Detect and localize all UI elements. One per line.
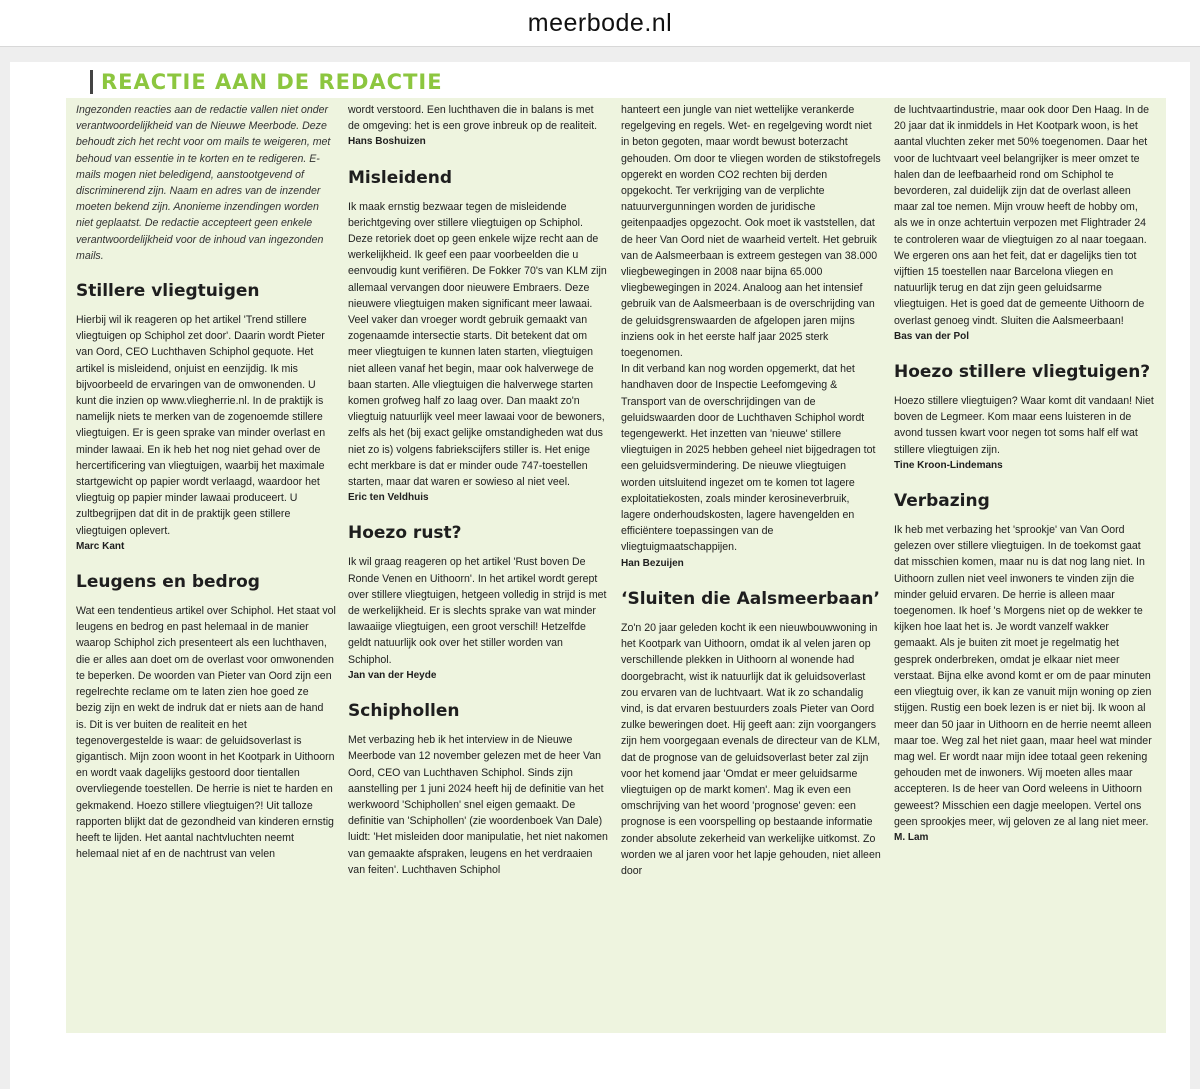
- article-headline: ‘Sluiten die Aalsmeerbaan’: [621, 588, 880, 609]
- article-author: Marc Kant: [76, 540, 125, 552]
- article-body: Met verbazing heb ik het interview in de Nieuwe Meerbode van 12 november gelezen met de heer Van Oord, CEO van Luchthaven Schiphol. Sinds zijn aanstelling per 1 juni 2024 heeft hij de definitie van het werkwoord 'Schiphollen' snel eigen gemaakt. De definitie van 'Schiphollen' (zie woordenboek Van Dale) luidt: 'Het misleiden door manipulatie, het niet nakomen van gemaakte afspraken, leugens en het verdraaien van feiten'. Luchthaven Schiphol: [348, 734, 608, 876]
- section-divider-bar: [90, 70, 93, 94]
- article-leugens-continued: [348, 102, 608, 151]
- article-author: Eric ten Veldhuis: [348, 492, 429, 504]
- column-2: [348, 102, 608, 878]
- article-author: Tine Kroon-Lindemans: [894, 459, 1003, 471]
- article-author: Bas van der Pol: [894, 330, 970, 342]
- article-headline: Hoezo stillere vliegtuigen?: [894, 362, 1151, 383]
- article-misleidend: [348, 167, 608, 507]
- article-hoezo-rust: [348, 522, 608, 684]
- letters-panel: [66, 98, 1166, 1033]
- article-body: Ik heb met verbazing het 'sprookje' van Van Oord gelezen over stillere vliegtuigen. In de toekomst gaat dat misschien komen, maar nu is dat nog lang niet. In Uithoorn zullen niet veel inwoners te vinden zijn die minder geluid ervaren. De herrie is alleen maar toegenomen. Ik hoef 's Morgens niet op de wekker te kijken hoe laat het is. Je wordt vanzelf wakker gemaakt. Als je buiten zit moet je regelmatig het gesprek onderbreken, omdat je elkaar niet meer verstaat. Bijna elke avond komt er om de paar minuten een vliegtuig over, ik kan ze vanuit mijn woning op zien stijgen. Rustig een boek lezen is er niet bij. Ik woon al meer dan 50 jaar in Uithoorn en de herrie neemt alleen maar toe. Weg zal het niet gaan, maar heel wat minder mag wel. Er wordt naar mijn idee totaal geen rekening gehouden met de inwoners. Wij moeten alles maar accepteren. Is de heer van Oord weleens in Uithoorn geweest? Misschien een dagje meelopen. Vertel ons geen sprookjes meer, wij geloven ze al lang niet meer.: [894, 524, 1152, 828]
- site-title[interactable]: meerbode.nl: [527, 8, 673, 37]
- article-headline: Misleidend: [348, 167, 453, 188]
- article-body-continued: hanteert een jungle van niet wettelijke verankerde regelgeving en regels. Wet- en regelgeving wordt niet in beton gegoten, maar wordt bewust boterzacht gehouden. Om door te vliegen worden de stikstofregels opgerekt en worden CO2 rechten bij derden opgekocht. Ter verkrijging van de verplichte natuurvergunningen worden de juridische geitenpaadjes opgezocht. Ook moet ik vaststellen, dat de heer Van Oord niet de waarheid vertelt. Het gebruik van de Aalsmeerbaan is extreem gestegen van 38.000 vliegbewegingen in 2008 naar bijna 65.000 vliegbewegingen in 2024. Analoog aan het intensief gebruik van de Aalsmeerbaan is de overschrijding van de geluidsgrenswaarden de afgelopen jaren mijns inziens ook in het eerste half jaar 2025 sterk toegenomen.: [621, 104, 881, 360]
- article-body-continued: de luchtvaartindustrie, maar ook door Den Haag. In de 20 jaar dat ik inmiddels in Het Kootpark woon, is het aantal vluchten zeker met 50% toegenomen. Daar het voor de luchtvaart veel belangrijker is meer omzet te halen dan de leefbaarheid rond om Schiphol te bevorderen, zal duidelijk zijn dat de overlast alleen maar zal toe nemen. Mijn vrouw heeft de hobby om, als we in onze achtertuin verpozen met Flightrader 24 te controleren waar de vliegtuigen zo al naar toegaan. We ergeren ons aan het feit, dat er dagelijks tien tot vijftien 15 toestellen naar Barcelona vliegen en natuurlijk terug en dat zijn geen geluidsarme vliegtuigen. Het is goed dat de gemeente Uithoorn de overlast genoeg vindt. Sluiten die Aalsmeerbaan!: [894, 104, 1149, 327]
- article-headline: Stillere vliegtuigen: [76, 281, 260, 302]
- article-stillere-vliegtuigen: [76, 280, 336, 555]
- article-headline: Hoezo rust?: [348, 523, 462, 544]
- column-1: [76, 102, 336, 862]
- section-header: [90, 68, 443, 96]
- column-3: [621, 102, 881, 879]
- article-body-continued: In dit verband kan nog worden opgemerkt, dat het handhaven door de Inspectie Leefomgeving & Transport van de overschrijdingen van de geluidswaarden door de Luchthaven Schiphol wordt tegengewerkt. Het inzetten van 'nieuwe' stillere vliegtuigen in 2025 hebben geheel niet bijgedragen tot een geluidsvermindering. De nieuwe vliegtuigen worden uitsluitend ingezet om te komen tot lagere exploitatiekosten, zoals minder kerosineverbruik, lagere onderhoudskosten, lagere havengelden en efficiëntere toepassingen van de vliegtuigmaatschappijen.: [621, 363, 876, 554]
- browser-address-bar[interactable]: [0, 0, 1200, 47]
- article-body: Wat een tendentieus artikel over Schiphol. Het staat vol leugens en bedrog en past helemaal in de manier waarop Schiphol zich presenteert als een luchthaven, die er alles aan doet om de overlast voor omwonenden te beperken. De woorden van Pieter van Oord zijn een regelrechte reclame om te laten zien hoe goed ze bezig zijn en wekt de indruk dat er niets aan de hand is. Dit is ver buiten de realiteit en het tegenovergestelde is waar: de geluidsoverlast is gigantisch. Mijn zoon woont in het Kootpark in Uithoorn en wordt vaak dagelijks gestoord door tientallen overvliegende toestellen. De herrie is niet te harden en gekmakend. Hoezo stillere vliegtuigen?! Uit talloze rapporten blijkt dat de gezondheid van kinderen ernstig heeft te lijden. Het aantal nachtvluchten neemt helemaal niet af en de nachtrust van velen: [76, 605, 336, 861]
- article-verbazing: [894, 490, 1154, 846]
- article-body: Ik maak ernstig bezwaar tegen de misleidende berichtgeving over stillere vliegtuigen op Schiphol. Deze retoriek doet op geen enkele wijze recht aan de werkelijkheid. Ik geef een paar voorbeelden die u eenvoudig kunt verifiëren. De Fokker 70's van KLM zijn allemaal vervangen door nieuwere Embraers. Deze nieuwere vliegtuigen maken significant meer lawaai. Veel vaker dan vroeger wordt gebruik gemaakt van zogenaamde intersectie starts. Dit betekent dat om meer vliegtuigen te kunnen laten starten, vliegtuigen niet alleen vanaf het begin, maar ook halverwege de baan starten. Alle vliegtuigen die halverwege starten komen grofweg half zo laag over. Dan maakt zo'n vliegtuig natuurlijk veel meer lawaai voor de bewoners, zelfs als het (bij exact gelijke omstandigheden wat dus niet zo is) volgens fabriekscijfers stiller is. Het enige echt merkbare is dat er minder oude 747-toestellen starten, maar dat waren er sowieso al niet veel.: [348, 200, 607, 489]
- article-author: M. Lam: [894, 831, 929, 843]
- article-schiphollen-continued: [621, 102, 881, 572]
- article-headline: Schiphollen: [348, 701, 460, 722]
- newspaper-page: [10, 62, 1190, 1089]
- article-sluiten-die-aalsmeerbaan: [621, 588, 881, 879]
- article-body: Zo'n 20 jaar geleden kocht ik een nieuwbouwwoning in het Kootpark van Uithoorn, omdat ik al velen jaren op verschillende plekken in Uithoorn al wonende had doorgebracht, wist ik natuurlijk dat ik geluidsoverlast zou ervaren van de luchtvaart. Wat ik zo schandalig vind, is dat ervaren bestuurders zoals Pieter van Oord zulke beweringen doet. Hij geeft aan: zijn voorgangers zijn hem voorgegaan evenals de directeur van de KLM, dat de prognose van de geluidsoverlast beter zal zijn voor het komend jaar 'Omdat er meer geluidsarme vliegtuigen op de markt komen'. Mag ik even een omschrijving van het woord 'prognose' geven: een prognose is een voorspelling op bestaande informatie zonder absolute zekerheid van werkelijke uitkomst. Zo worden we al jaren voor het lapje gehouden, niet alleen door: [621, 621, 881, 877]
- section-title: REACTIE AAN DE REDACTIE: [101, 70, 443, 94]
- article-leugens-en-bedrog: [76, 571, 336, 862]
- article-hoezo-stillere-vliegtuigen: [894, 361, 1154, 474]
- article-headline: Leugens en bedrog: [76, 572, 260, 593]
- article-headline: Verbazing: [894, 491, 990, 512]
- article-body-continued: wordt verstoord. Een luchthaven die in balans is met de omgeving: het is een grove inbreuk op de realiteit.: [348, 104, 598, 133]
- article-body: Ik wil graag reageren op het artikel 'Rust boven De Ronde Venen en Uithoorn'. In het artikel wordt gerept over stillere vliegtuigen, hetgeen volledig in strijd is met de werkelijkheid. Er is slechts sprake van wat minder lawaaiige vliegtuigen, een groot verschil! Hetzelfde geldt natuurlijk ook over het stiller worden van Schiphol.: [348, 556, 607, 666]
- article-body: Hoezo stillere vliegtuigen? Waar komt dit vandaan! Niet boven de Legmeer. Kom maar eens luisteren in de avond tussen kwart voor negen tot soms half elf wat stillere vliegtuigen zijn.: [894, 395, 1154, 456]
- article-author: Han Bezuijen: [621, 557, 684, 569]
- article-sluiten-continued: [894, 102, 1154, 345]
- article-body: Hierbij wil ik reageren op het artikel 'Trend stillere vliegtuigen op Schiphol zet door'. Daarin wordt Pieter van Oord, CEO Luchthaven Schiphol gequote. Het artikel is misleidend, onjuist en eenzijdig. Ik mis bijvoorbeeld de ervaringen van de omwonenden. U kunt die inzien op www.vliegherrie.nl. In de praktijk is namelijk niets te merken van de zogenoemde stillere vliegtuigen. Er is geen sprake van minder overlast en minder lawaai. En ik heb het nog niet gehad over de hercertificering van vliegtuigen, waarbij het maximale startgewicht op papier wordt verlaagd, waardoor het vliegtuig op papier minder lawaai produceert. U zultbegrijpen dat dit in de praktijk geen stillere vliegtuigen oplevert.: [76, 314, 326, 537]
- article-schiphollen: [348, 700, 608, 878]
- article-author: Jan van der Heyde: [348, 669, 437, 681]
- column-4: [894, 102, 1154, 846]
- editorial-disclaimer: Ingezonden reacties aan de redactie vallen niet onder verantwoordelijkheid van de Nieuwe Meerbode. Deze behoudt zich het recht voor om mails te weigeren, met behoud van essentie in te korten en te redigeren. E-mails mogen niet beledigend, aanstootgevend of discriminerend zijn. Naam en adres van de inzender moeten bekend zijn. Anonieme inzendingen worden niet geplaatst. De redactie accepteert geen enkele verantwoordelijkheid voor de inhoud van ingezonden mails.: [76, 104, 331, 262]
- article-author: Hans Boshuizen: [348, 136, 426, 148]
